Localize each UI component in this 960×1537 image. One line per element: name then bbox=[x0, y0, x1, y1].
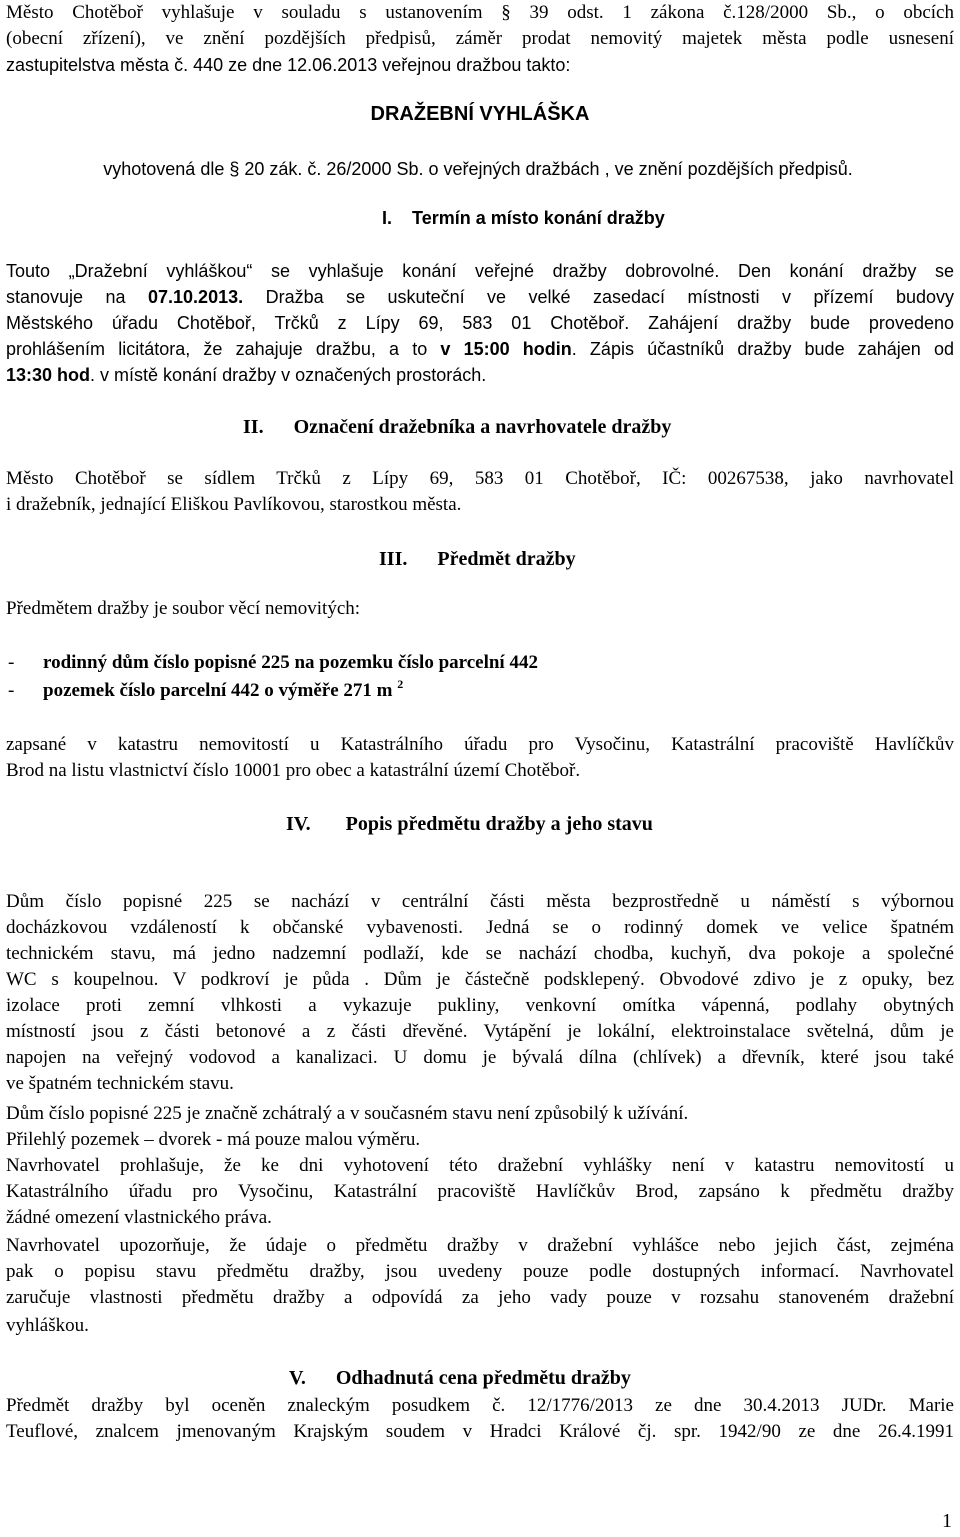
bullet-dash: - bbox=[8, 652, 15, 673]
section-1-heading bbox=[382, 205, 665, 231]
section-2-title: Označení dražebníka a navrhovatele dražby bbox=[293, 416, 672, 438]
section-4-line: izolace proti zemní vlhkosti a vykazuje pukliny, venkovní omítka vápenná, podlahy obytných bbox=[6, 995, 954, 1016]
subject-item-1: rodinný dům číslo popisné 225 na pozemku číslo parcelní 442 bbox=[43, 652, 538, 673]
section-1-title: Termín a místo konání dražby bbox=[412, 208, 665, 228]
section-4-line: Dům číslo popisné 225 je značně zchátralý a v současném stavu není způsobilý k užívání. bbox=[6, 1103, 689, 1124]
section-4-line: místností jsou z části betonové a z části dřevěné. Vytápění je lokální, elektroinstalace světelná, dům je bbox=[6, 1021, 954, 1042]
section-3-line-2: Brod na listu vlastnictví číslo 10001 pro obec a katastrální území Chotěboř. bbox=[6, 760, 581, 781]
section-2-number: II. bbox=[243, 416, 264, 438]
section-4-title: Popis předmětu dražby a jeho stavu bbox=[345, 813, 653, 835]
section-3-heading bbox=[379, 546, 576, 572]
section-5-line-2: Teuflové, znalcem jmenovaným Krajským soudem v Hradci Králové čj. spr. 1942/90 ze dne 26.4.1991 bbox=[6, 1421, 954, 1442]
document-subtitle: vyhotovená dle § 20 zák. č. 26/2000 Sb. o veřejných dražbách , ve znění pozdějších předpisů. bbox=[103, 159, 853, 179]
subject-item-2 bbox=[43, 678, 403, 704]
auction-date: 07.10.2013. bbox=[148, 287, 244, 307]
auction-start-time: v 15:00 hodin bbox=[440, 339, 572, 359]
section-4-line: vyhláškou. bbox=[6, 1315, 89, 1336]
document-title: DRAŽEBNÍ VYHLÁŠKA bbox=[370, 103, 590, 125]
section-4-line: žádné omezení vlastnického práva. bbox=[6, 1207, 272, 1228]
section-4-line: Přilehlý pozemek – dvorek - má pouze malou výměru. bbox=[6, 1129, 421, 1150]
section-2-line-2: i dražebník, jednající Eliškou Pavlíkovou, starostkou města. bbox=[6, 494, 462, 515]
section-4-line: docházkovou vzdáleností k občanské vybavenosti. Jedná se o rodinný domek ve velice špatném bbox=[6, 917, 954, 938]
section-3-number: III. bbox=[379, 548, 408, 570]
section-4-line: napojen na veřejný vodovod a kanalizaci. U domu je bývalá dílna (chlívek) a dřevník, které jsou také bbox=[6, 1047, 954, 1068]
section-1-line-5 bbox=[6, 362, 486, 388]
section-5-line-1: Předmět dražby byl oceněn znaleckým posudkem č. 12/1776/2013 ze dne 30.4.2013 JUDr. Marie bbox=[6, 1395, 954, 1416]
text: stanovuje na bbox=[6, 287, 149, 307]
section-4-number: IV. bbox=[286, 813, 311, 835]
text: pozemek číslo parcelní 442 o výměře 271 m bbox=[43, 680, 393, 701]
text: . v místě konání dražby v označených prostorách. bbox=[90, 365, 487, 385]
text: prohlášením licitátora, že zahajuje dražbu, a to bbox=[6, 339, 441, 359]
section-1-line-2 bbox=[6, 284, 954, 310]
section-1-line-4 bbox=[6, 336, 954, 362]
section-1-line-1: Touto „Dražební vyhláškou“ se vyhlašuje konání veřejné dražby dobrovolné. Den konání dražby se bbox=[6, 261, 954, 281]
section-5-heading bbox=[289, 1365, 631, 1391]
text: . Zápis účastníků dražby bude zahájen od bbox=[571, 339, 954, 359]
intro-line-1: Město Chotěboř vyhlašuje v souladu s ustanovením § 39 odst. 1 zákona č.128/2000 Sb., o obcích bbox=[6, 2, 954, 23]
section-4-line: Dům číslo popisné 225 se nachází v centrální části města bezprostředně u náměstí s výbornou bbox=[6, 891, 954, 912]
section-4-line: WC s koupelnou. V podkroví je půda . Dům je částečně podsklepený. Obvodové zdivo je z opuky, bez bbox=[6, 969, 954, 990]
section-4-line: Katastrálního úřadu pro Vysočinu, Katastrální pracoviště Havlíčkův Brod, zapsáno k předmětu dražby bbox=[6, 1181, 954, 1202]
section-4-line: ve špatném technickém stavu. bbox=[6, 1073, 234, 1094]
bullet-dash: - bbox=[8, 680, 15, 701]
section-4-heading bbox=[286, 811, 653, 837]
page-number: 1 bbox=[942, 1510, 952, 1532]
section-1-number: I. bbox=[382, 208, 393, 228]
section-5-number: V. bbox=[289, 1367, 306, 1389]
section-3-title: Předmět dražby bbox=[437, 548, 576, 570]
section-4-line: pak o popisu stavu předmětu dražby, jsou uvedeny pouze podle dostupných informací. Navrhovatel bbox=[6, 1261, 954, 1282]
section-4-line: Navrhovatel upozorňuje, že údaje o předmětu dražby v dražební vyhlášce nebo jejich část, zejména bbox=[6, 1235, 954, 1256]
intro-line-3: zastupitelstva města č. 440 ze dne 12.06.2013 veřejnou dražbou takto: bbox=[6, 55, 571, 75]
section-2-line-1: Město Chotěboř se sídlem Trčků z Lípy 69, 583 01 Chotěboř, IČ: 00267538, jako navrhovatel bbox=[6, 468, 954, 489]
intro-line-2: (obecní zřízení), ve znění pozdějších předpisů, záměr prodat nemovitý majetek města podle usnesení bbox=[6, 28, 954, 49]
section-4-line: zaručuje vlastnosti předmětu dražby a odpovídá za jeho vady pouze v rozsahu stanoveném dražební bbox=[6, 1287, 954, 1308]
section-2-heading bbox=[243, 414, 671, 440]
section-3-intro: Předmětem dražby je soubor věcí nemovitých: bbox=[6, 598, 361, 619]
superscript: 2 bbox=[397, 677, 404, 691]
section-5-title: Odhadnutá cena předmětu dražby bbox=[335, 1367, 631, 1389]
registration-time: 13:30 hod bbox=[6, 365, 91, 385]
section-1-line-3: Městského úřadu Chotěboř, Trčků z Lípy 69, 583 01 Chotěboř. Zahájení dražby bude provedeno bbox=[6, 313, 954, 333]
text: Dražba se uskuteční ve velké zasedací místnosti v přízemí budovy bbox=[243, 287, 954, 307]
section-3-line-1: zapsané v katastru nemovitostí u Katastrálního úřadu pro Vysočinu, Katastrální pracoviště Havlíčkův bbox=[6, 734, 954, 755]
section-4-line: Navrhovatel prohlašuje, že ke dni vyhotovení této dražební vyhlášky není v katastru nemovitostí u bbox=[6, 1155, 954, 1176]
section-4-line: technickém stavu, má jedno nadzemní podlaží, kde se nachází chodba, kuchyň, dva pokoje a společné bbox=[6, 943, 954, 964]
